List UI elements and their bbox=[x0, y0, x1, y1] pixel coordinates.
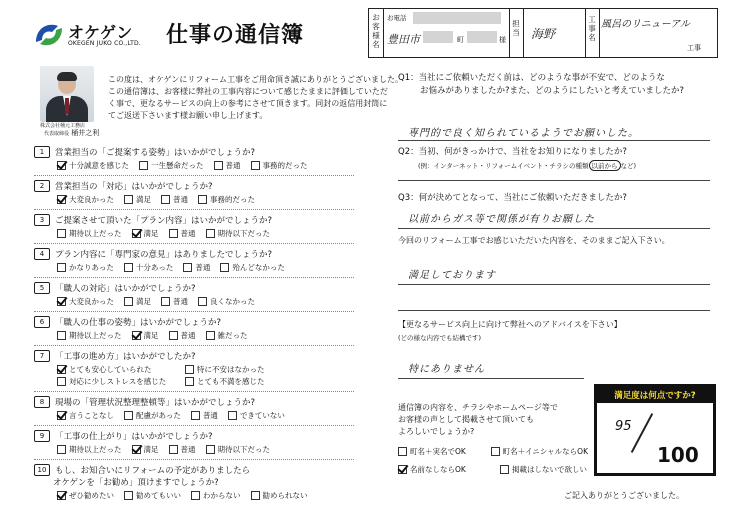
score-value: 95 bbox=[615, 419, 632, 434]
score-max: 100 bbox=[657, 443, 699, 467]
logo-mark-icon bbox=[32, 20, 66, 50]
impression-label: 今回のリフォーム工事でお感じいただいた内容を、そのままご記入下さい。 bbox=[398, 236, 670, 245]
checkbox bbox=[251, 161, 260, 170]
q3-label: Q3：何が決めてとなって、当社にご依頼いただきましたか? bbox=[398, 193, 627, 203]
satisfaction-score-box bbox=[594, 384, 716, 476]
page-title: 仕事の通信簿 bbox=[166, 23, 305, 48]
customer-header-table: お客様名 お電話 豊田市 町 様 担当 海野 工事名 風呂のリニューアル 工事 bbox=[368, 8, 718, 58]
q1-label: Q1：当社にご依頼いただく前は、どのような事が不安で、どのような お悩みがありましたか?また、どのようにしたいと考えていましたか? bbox=[398, 73, 685, 96]
company-logo bbox=[32, 18, 162, 56]
question-1: 1 営業担当の「ご提案する姿勢」はいかがでしょうか? 十分誠意を感じた 一生懸命だった 普通 事務的だった bbox=[34, 146, 354, 171]
redacted-name bbox=[467, 31, 497, 43]
thanks-text: ご記入ありがとうございました。 bbox=[564, 491, 684, 500]
address-handwritten: 豊田市 bbox=[387, 33, 420, 46]
checkbox-checked bbox=[57, 161, 66, 170]
question-6: 6 「職人の仕事の姿勢」はいかがでしょうか? 期待以上だった 満足 普通 雑だった bbox=[34, 316, 354, 341]
president-photo bbox=[40, 66, 94, 122]
tantou-label: 担当 bbox=[512, 19, 520, 37]
checkbox bbox=[214, 161, 223, 170]
redacted-address bbox=[423, 31, 453, 43]
question-5: 5 「職人の対応」はいかがでしょうか? 大変良かった 満足 普通 良くなかった bbox=[34, 282, 354, 307]
q1-answer: 専門的で良く知られているようでお願いした。 bbox=[408, 128, 639, 139]
publish-options: 町名＋実名でOK 町名＋イニシャルならOK 名前なしならOK 掲載はしないで欲しい bbox=[398, 444, 598, 476]
question-8: 8 現場の「管理状況整理整頓等」はいかがでしょうか? 言うことなし 配慮があった 普通 できていない bbox=[34, 396, 354, 421]
question-3: 3 ご提案させて頂いた「プラン内容」はいかがでしょうか? 期待以上だった 満足 普通 期待以下だった bbox=[34, 214, 354, 239]
q2-example: (例：インターネット・リフォームイベント・チラシの種類 以前から など) bbox=[418, 162, 637, 170]
question-4: 4 プラン内容に「専門家の意見」はありましたでしょうか? かなりあった 十分あった 普通 殆んどなかった bbox=[34, 248, 354, 273]
option[interactable]: 事務的だった bbox=[251, 160, 308, 171]
redacted-phone bbox=[413, 12, 501, 24]
logo-text: オケゲン bbox=[68, 23, 133, 42]
photo-caption-company: 株式会社桶元工務店 bbox=[40, 123, 86, 129]
q2-label: Q2：当初、何がきっかけで、当社をお知りになりましたか? bbox=[398, 147, 627, 157]
advice-label: 【更なるサービス向上に向けて弊社へのアドバイスを下さい】 bbox=[398, 320, 622, 329]
question-text: 営業担当の「ご提案する姿勢」はいかがでしょうか? bbox=[55, 148, 256, 158]
phone-label: お電話 bbox=[387, 14, 407, 22]
option[interactable]: 普通 bbox=[214, 160, 241, 171]
option[interactable]: 十分誠意を感じた bbox=[57, 160, 129, 171]
kouji-value: 風呂のリニューアル bbox=[601, 19, 690, 30]
question-9: 9 「工事の仕上がり」はいかがでしょうか? 期待以上だった 満足 普通 期待以下だった bbox=[34, 430, 354, 455]
circled-answer: 以前から bbox=[589, 160, 621, 171]
right-page bbox=[368, 8, 718, 508]
logo-subtext: OKEGEN JUKO CO.,LTD. bbox=[68, 40, 141, 47]
checkbox bbox=[139, 161, 148, 170]
customer-label: お客様名 bbox=[372, 13, 380, 49]
question-2: 2 営業担当の「対応」はいかがでしょうか? 大変良かった 満足 普通 事務的だった bbox=[34, 180, 354, 205]
intro-text: この度は、オケゲンにリフォーム工事をご用命頂き誠にありがとうございました。 この通信簿は、お客様に弊社の工事内容について感じたままに評価していただ く事で、更なるサービスの向上の参考にさせて頂きます。同封の返信用封筒に てご返送下さいます様お願い申し上げます。 bbox=[108, 75, 403, 120]
tantou-value: 海野 bbox=[531, 27, 556, 41]
score-slash bbox=[631, 413, 653, 453]
advice-sub: (どの様な内容でも結構です) bbox=[398, 334, 482, 342]
advice-answer: 特にありません bbox=[408, 364, 485, 375]
publish-question: 通信簿の内容を、チラシやホームページ等で お客様の声として掲載させて頂いても よろしいでしょうか? bbox=[398, 403, 558, 436]
score-label: 満足度は何点ですか? bbox=[597, 387, 713, 403]
question-7: 7 「工事の進め方」はいかがでしたか? とても安心していられた 特に不安はなかった 対応に少しストレスを感じた とても不満を感じた bbox=[34, 350, 354, 387]
q3-answer: 以前からガス等で関係が有りお願した bbox=[408, 214, 595, 225]
option[interactable]: 一生懸命だった bbox=[139, 160, 204, 171]
photo-caption-name: 代表取締役 桶井之利 bbox=[44, 129, 100, 137]
question-10: 10 もし、お知合いにリフォームの予定がありましたら オケゲンを「お勧め」頂けますでしょうか? ぜひ勧めたい 勧めてもいい わからない 勧められない bbox=[34, 464, 354, 501]
kouji-label: 工事名 bbox=[588, 15, 596, 42]
impression-answer: 満足しております bbox=[408, 270, 496, 281]
